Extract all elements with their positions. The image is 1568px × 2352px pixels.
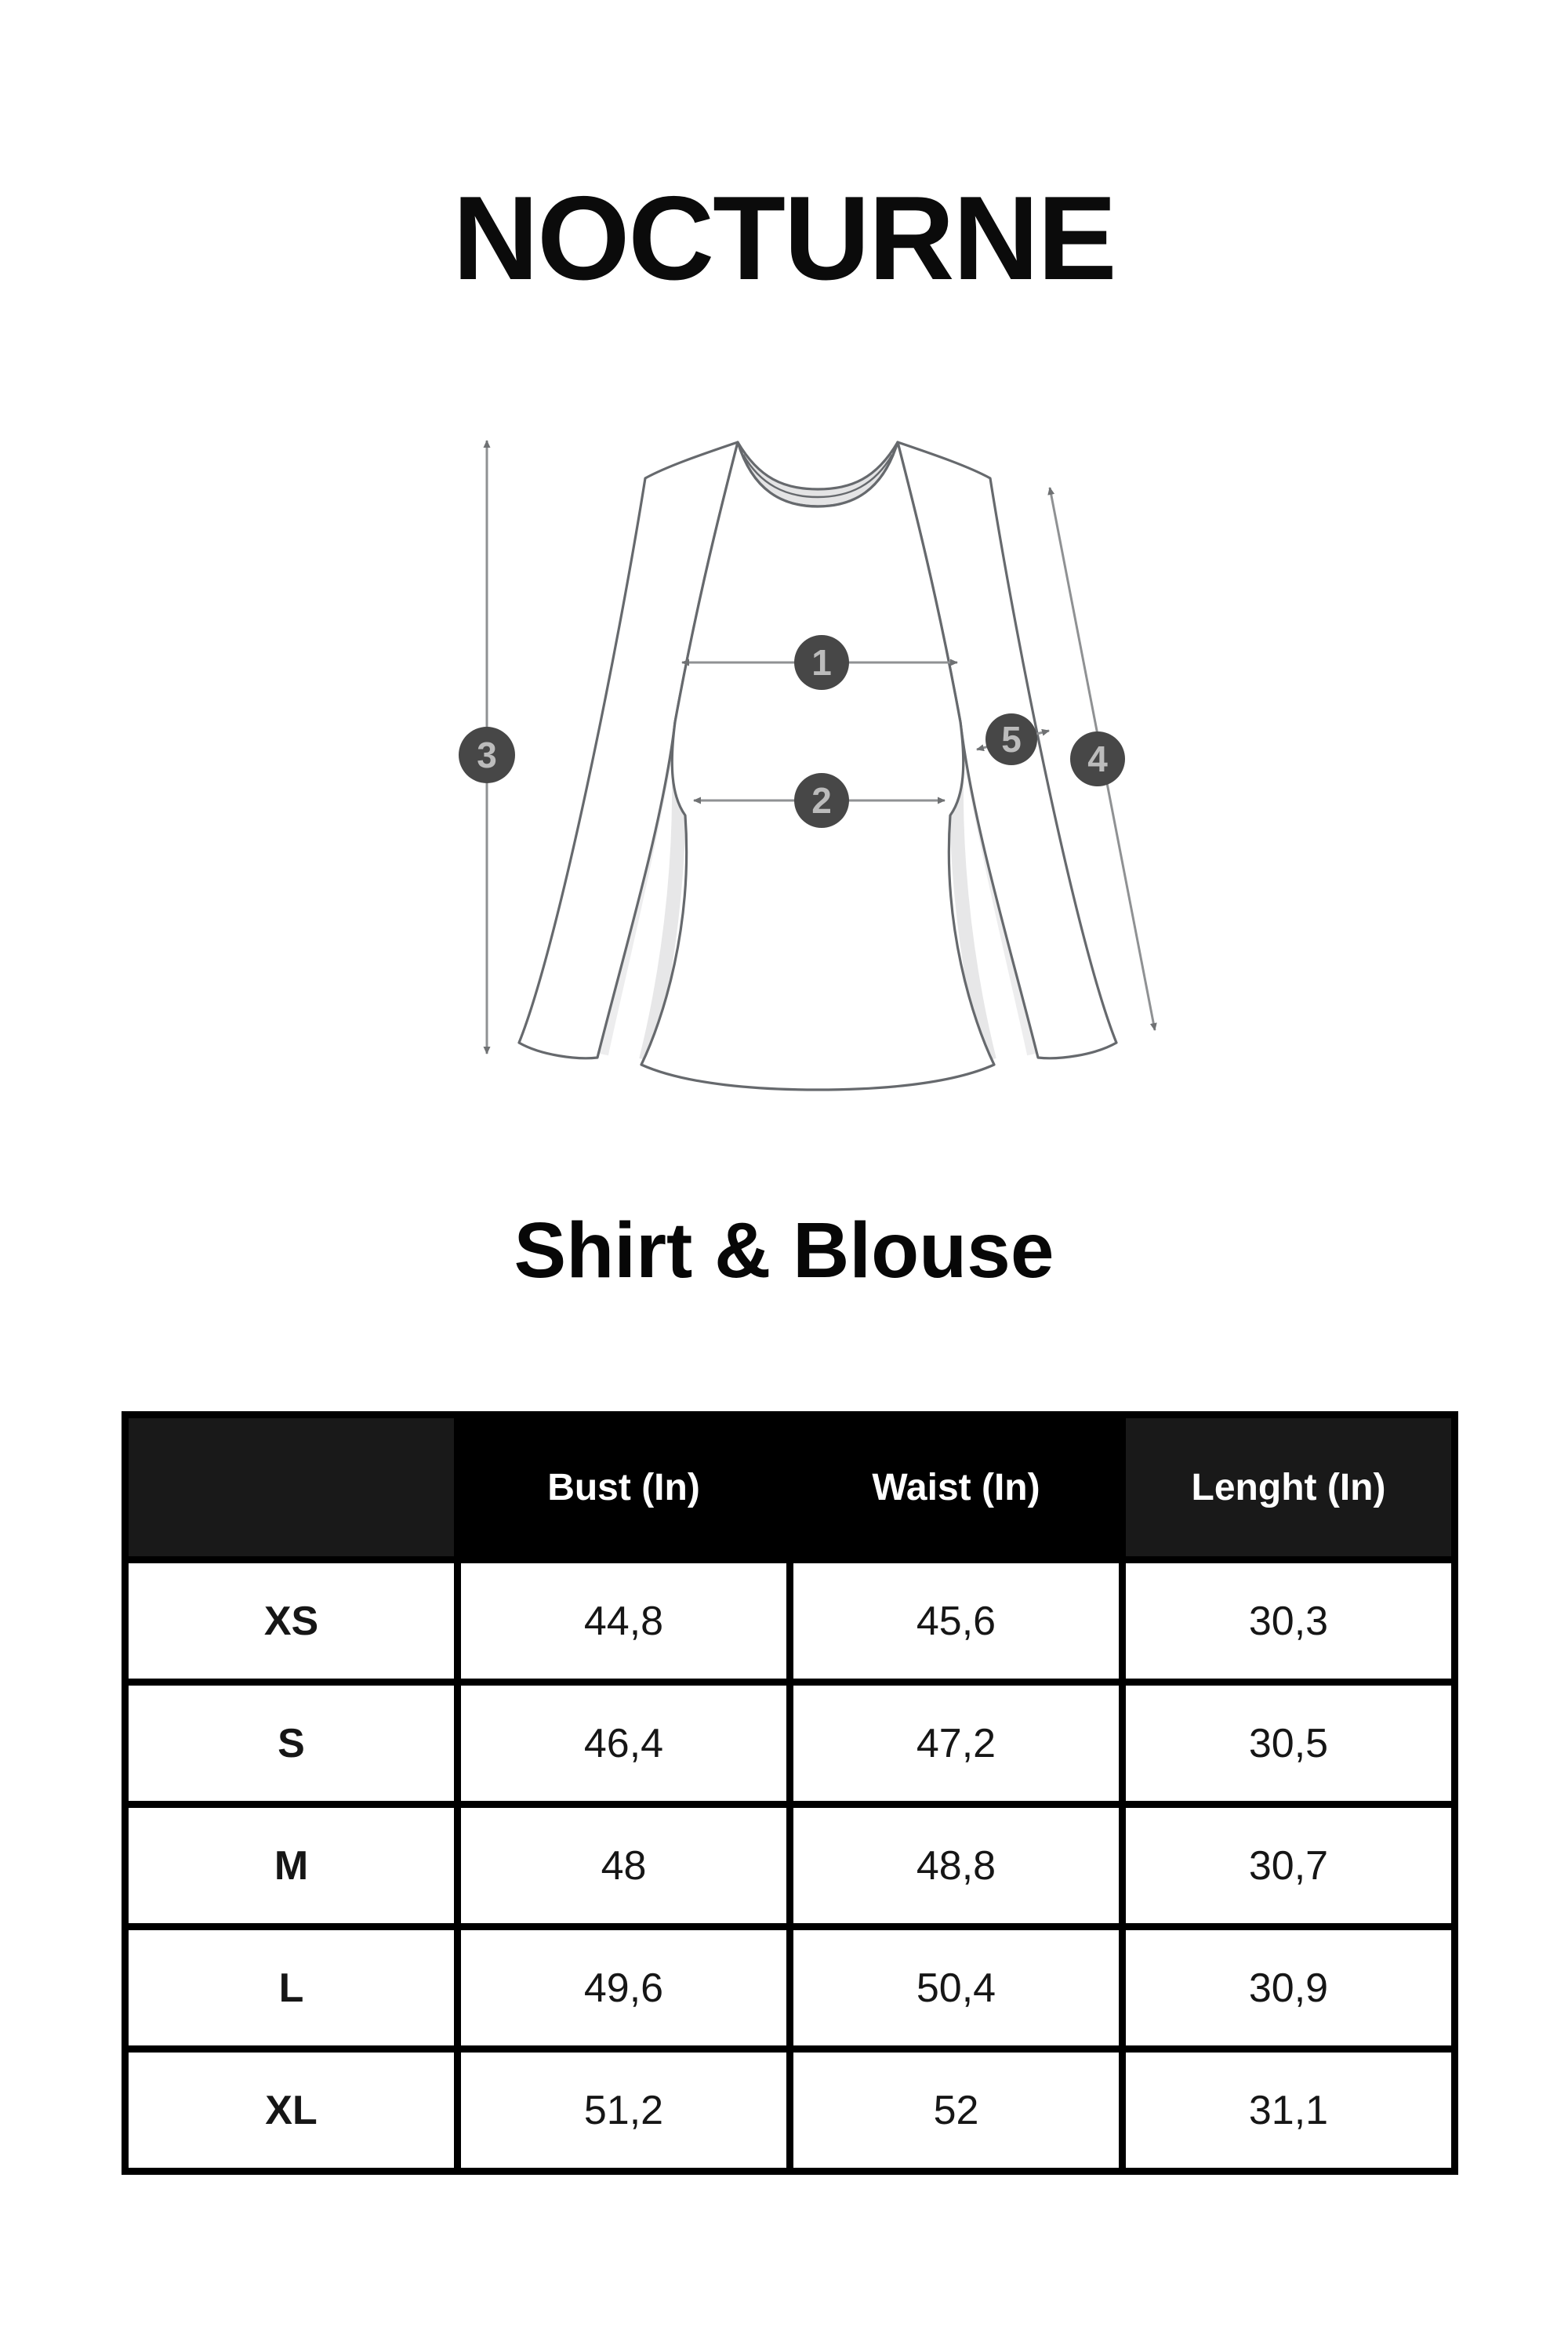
waist-value: 52: [790, 2049, 1123, 2172]
header-size: [125, 1415, 458, 1560]
shirt-measurement-diagram: [423, 392, 1207, 1176]
marker-4: [1070, 731, 1125, 786]
marker-3-label: 3: [477, 735, 497, 775]
waist-value: 45,6: [790, 1560, 1123, 1682]
page-title: Shirt & Blouse: [514, 1207, 1054, 1294]
waist-value: 47,2: [790, 1682, 1123, 1805]
waist-value: 48,8: [790, 1805, 1123, 1927]
header-length: Lenght (In): [1123, 1415, 1455, 1560]
size-label: XL: [125, 2049, 458, 2172]
table-row: [125, 2049, 1455, 2172]
table-header-row: [125, 1415, 1455, 1560]
header-waist: Waist (In): [790, 1415, 1123, 1560]
marker-4-label: 4: [1087, 739, 1108, 779]
bust-value: 46,4: [458, 1682, 790, 1805]
size-label: L: [125, 1927, 458, 2049]
table-row: [125, 1682, 1455, 1805]
bust-value: 44,8: [458, 1560, 790, 1682]
marker-2-label: 2: [811, 780, 832, 821]
brand-title: NOCTURNE: [452, 172, 1116, 305]
marker-1: [794, 635, 849, 690]
length-value: 30,7: [1123, 1805, 1455, 1927]
length-value: 30,5: [1123, 1682, 1455, 1805]
table-row: [125, 1560, 1455, 1682]
size-label: XS: [125, 1560, 458, 1682]
bust-value: 48: [458, 1805, 790, 1927]
waist-value: 50,4: [790, 1927, 1123, 2049]
table-row: [125, 1927, 1455, 2049]
table-row: [125, 1805, 1455, 1927]
length-value: 30,9: [1123, 1927, 1455, 2049]
shirt-outline: [519, 442, 1116, 1090]
header-bust: Bust (In): [458, 1415, 790, 1560]
marker-2: [794, 773, 849, 828]
marker-5: [985, 713, 1037, 765]
length-value: 30,3: [1123, 1560, 1455, 1682]
length-value: 31,1: [1123, 2049, 1455, 2172]
marker-3: [459, 727, 515, 783]
bust-value: 51,2: [458, 2049, 790, 2172]
bust-value: 49,6: [458, 1927, 790, 2049]
marker-5-label: 5: [1001, 719, 1022, 760]
size-label: M: [125, 1805, 458, 1927]
size-label: S: [125, 1682, 458, 1805]
size-chart-table: [122, 1411, 1458, 2175]
marker-1-label: 1: [811, 642, 832, 683]
